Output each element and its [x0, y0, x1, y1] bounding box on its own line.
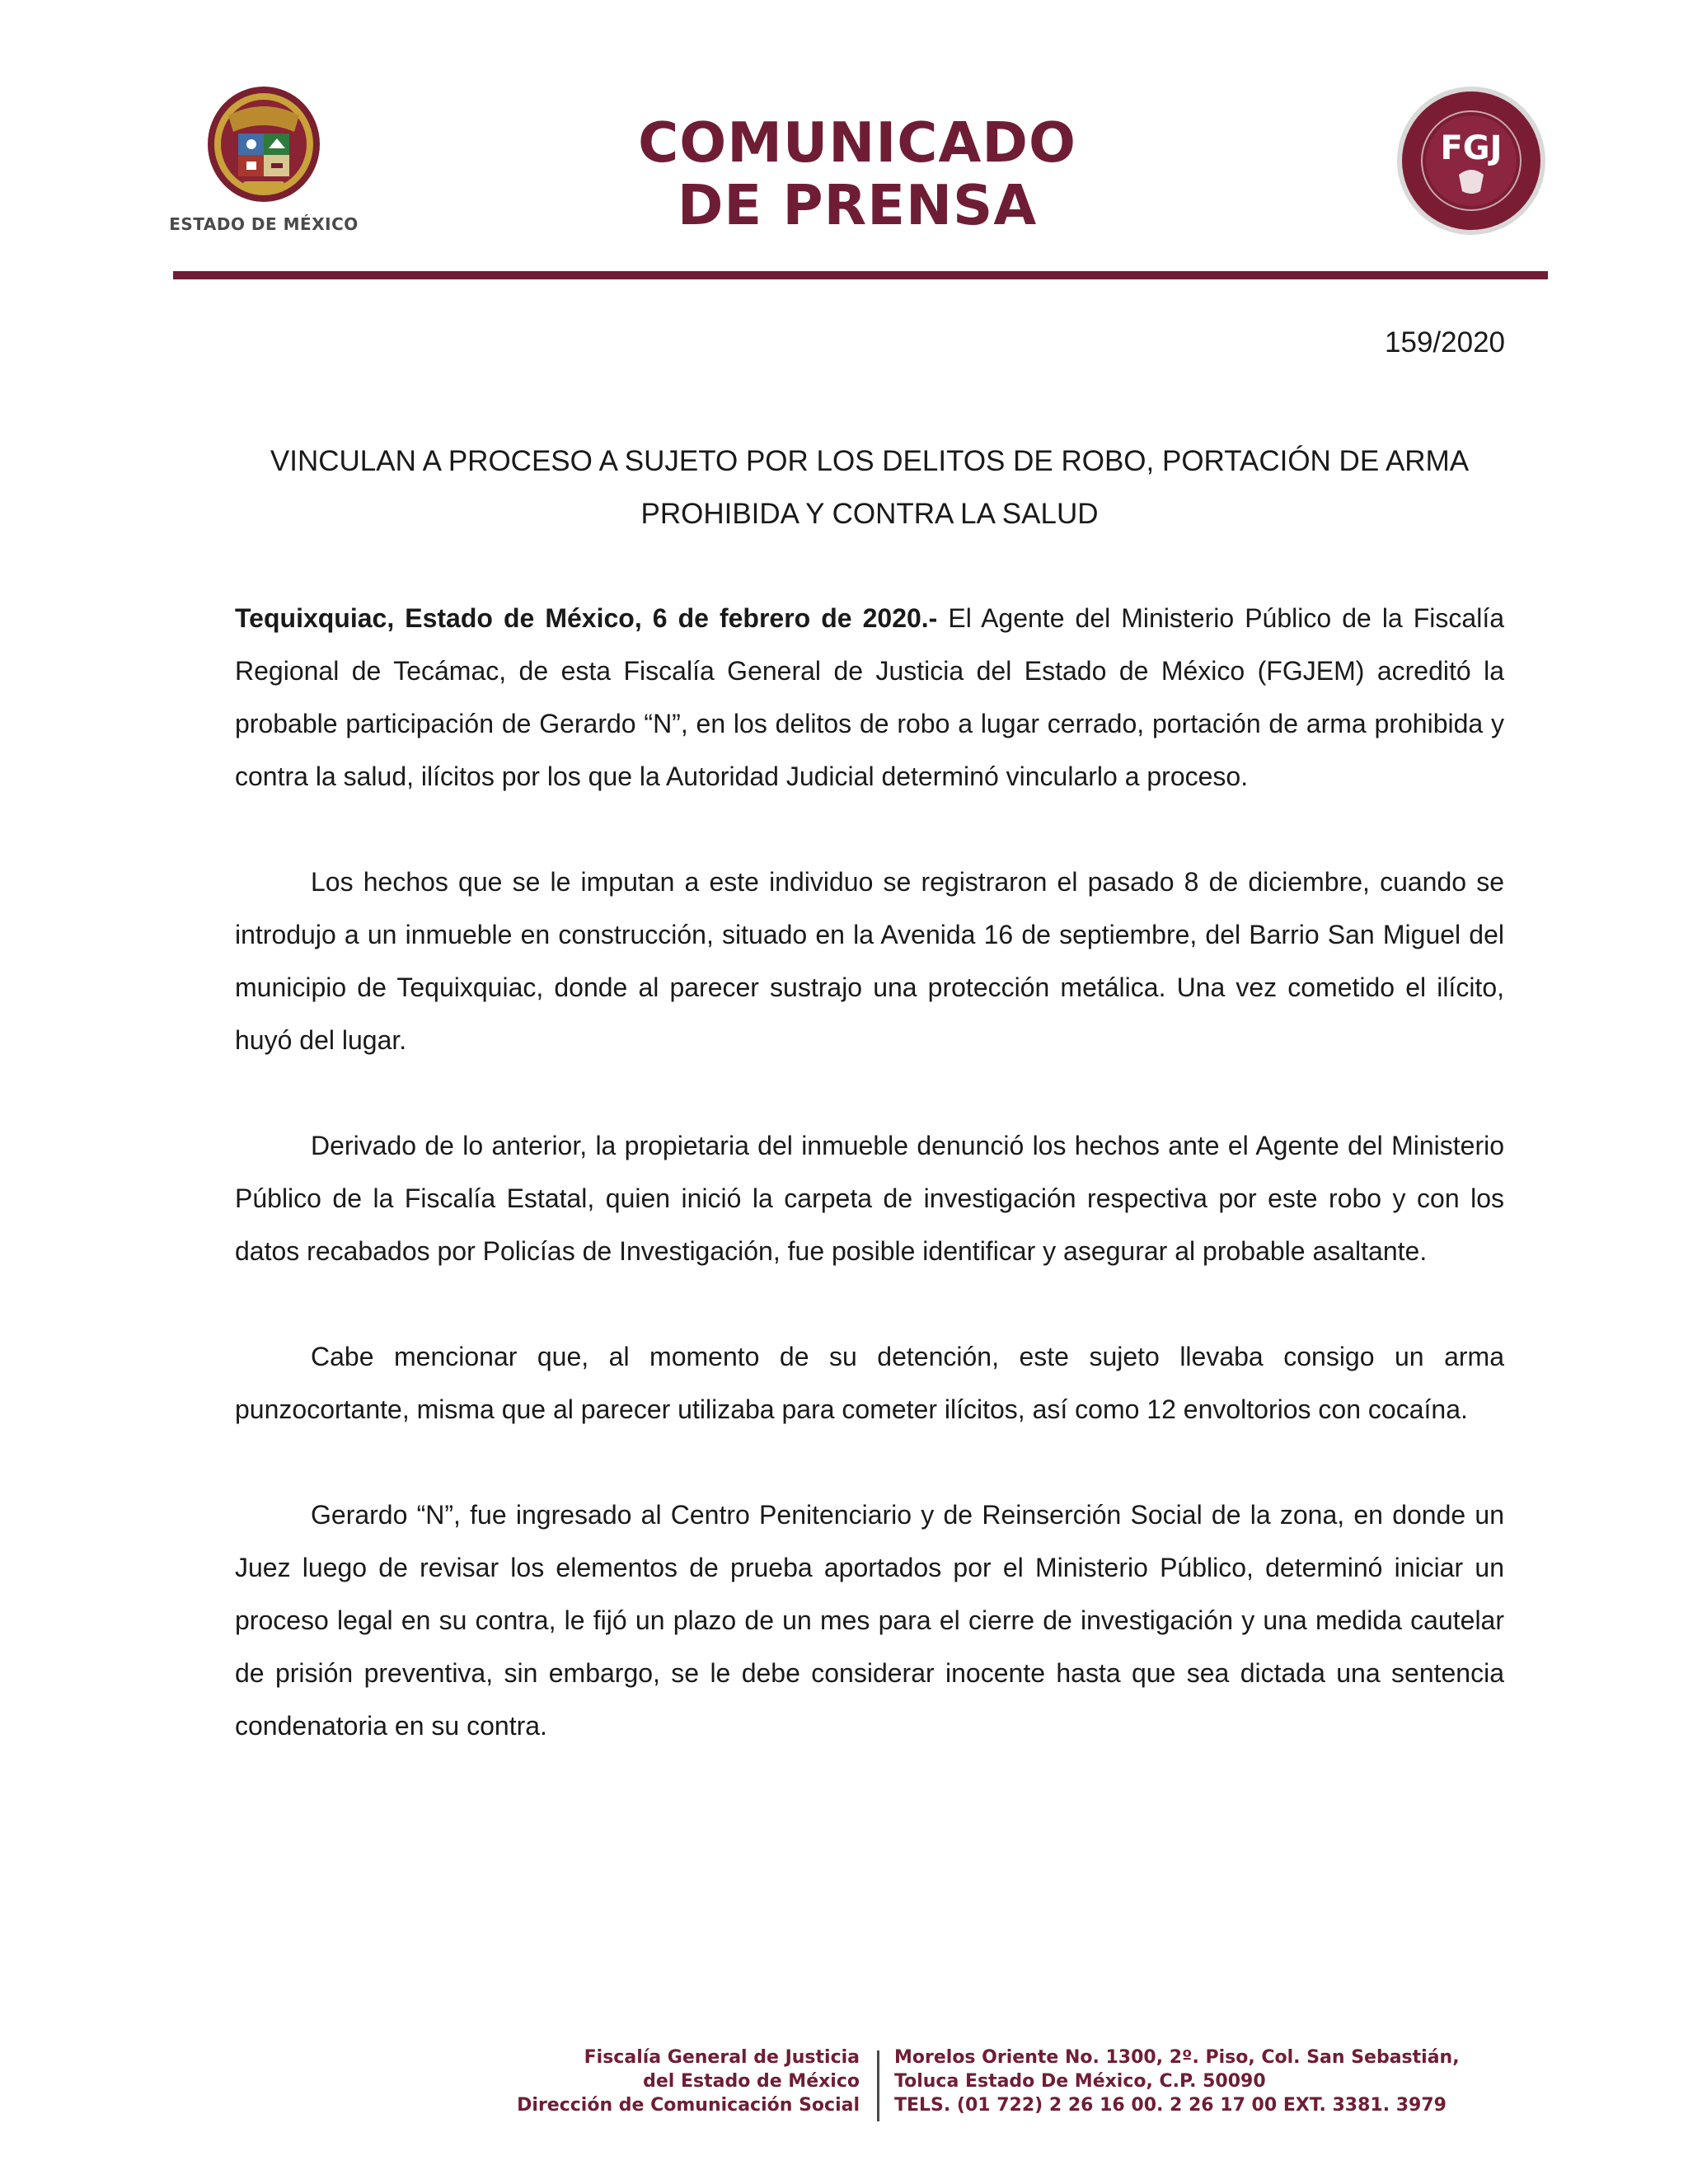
footer-org-line-2: del Estado de México [643, 2071, 860, 2092]
footer-org-line-3: Dirección de Comunicación Social [517, 2095, 860, 2116]
paragraph-1 [235, 592, 1504, 803]
footer-address-line-2: Toluca Estado De México, C.P. 50090 [894, 2071, 1266, 2092]
paragraph-5: Gerardo “N”, fue ingresado al Centro Penitenciario y de Reinserción Social de la zona, en donde un Juez luego de revisar los elementos de prueba aportados por el Ministerio Público, determinó iniciar un proceso legal en su contra, le fijó un plazo de un mes para el cierre de investigación y una medida cautelar de prisión preventiva, sin embargo, se le debe considerar inocente hasta que sea dictada una sentencia condenatoria en su contra. [235, 1500, 1504, 1741]
fgj-seal-logo [1393, 82, 1550, 239]
estado-de-mexico-logo [169, 82, 359, 239]
title-line-2: DE PRENSA [677, 173, 1038, 237]
estado-de-mexico-label: ESTADO DE MÉXICO [169, 214, 359, 234]
header-divider [173, 271, 1548, 279]
headline [190, 435, 1550, 541]
paragraph-2: Los hechos que se le imputan a este individuo se registraron el pasado 8 de diciembre, cuando se introdujo a un inmueble en construcción, situado en la Avenida 16 de septiembre, del Barrio San Miguel del municipio de Tequixquiac, donde al parecer sustrajo una protección metálica. Una vez cometido el ilícito, huyó del lugar. [235, 867, 1504, 1055]
paragraph-1-text: El Agente del Ministerio Público de la Fiscalía Regional de Tecámac, de esta Fiscalía General de Justicia del Estado de México (FGJEM) acreditó la probable participación de Gerardo “N”, en los delitos de robo a lugar cerrado, portación de arma prohibida y contra la salud, ilícitos por los que la Autoridad Judicial determinó vincularlo a proceso. [235, 603, 1504, 791]
page-title [577, 111, 1137, 237]
title-line-1: COMUNICADO [638, 110, 1076, 175]
paragraph-4: Cabe mencionar que, al momento de su detención, este sujeto llevaba consigo un arma punzocortante, misma que al parecer utilizaba para cometer ilícitos, así como 12 envoltorios con cocaína. [235, 1342, 1504, 1424]
footer-org-line-1: Fiscalía General de Justicia [584, 2047, 860, 2068]
page-footer [0, 2044, 1688, 2143]
coat-of-arms-icon [202, 82, 326, 206]
footer-address-line-1: Morelos Oriente No. 1300, 2º. Piso, Col. San Sebastián, [894, 2047, 1460, 2068]
footer-organization [517, 2046, 860, 2117]
page-header [0, 0, 1688, 284]
fgj-seal-text: FGJ [1440, 129, 1503, 167]
footer-divider [877, 2050, 879, 2121]
footer-phone-line: TELS. (01 722) 2 26 16 00. 2 26 17 00 EXT. 3381. 3979 [894, 2095, 1447, 2116]
document-number: 159/2020 [1385, 326, 1505, 359]
paragraph-3: Derivado de lo anterior, la propietaria del inmueble denunció los hechos ante el Agente del Ministerio Público de la Fiscalía Estatal, quien inició la carpeta de investigación respectiva por este robo y con los datos recabados por Policías de Investigación, fue posible identificar y asegurar al probable asaltante. [235, 1131, 1504, 1266]
article-body [235, 592, 1504, 1805]
headline-line-1: VINCULAN A PROCESO A SUJETO POR LOS DELITOS DE ROBO, PORTACIÓN DE ARMA [270, 445, 1470, 477]
headline-line-2: PROHIBIDA Y CONTRA LA SALUD [640, 498, 1099, 530]
footer-address [894, 2046, 1460, 2117]
dateline: Tequixquiac, Estado de México, 6 de febrero de 2020.- [235, 603, 938, 633]
fgj-seal-icon [1393, 82, 1550, 239]
